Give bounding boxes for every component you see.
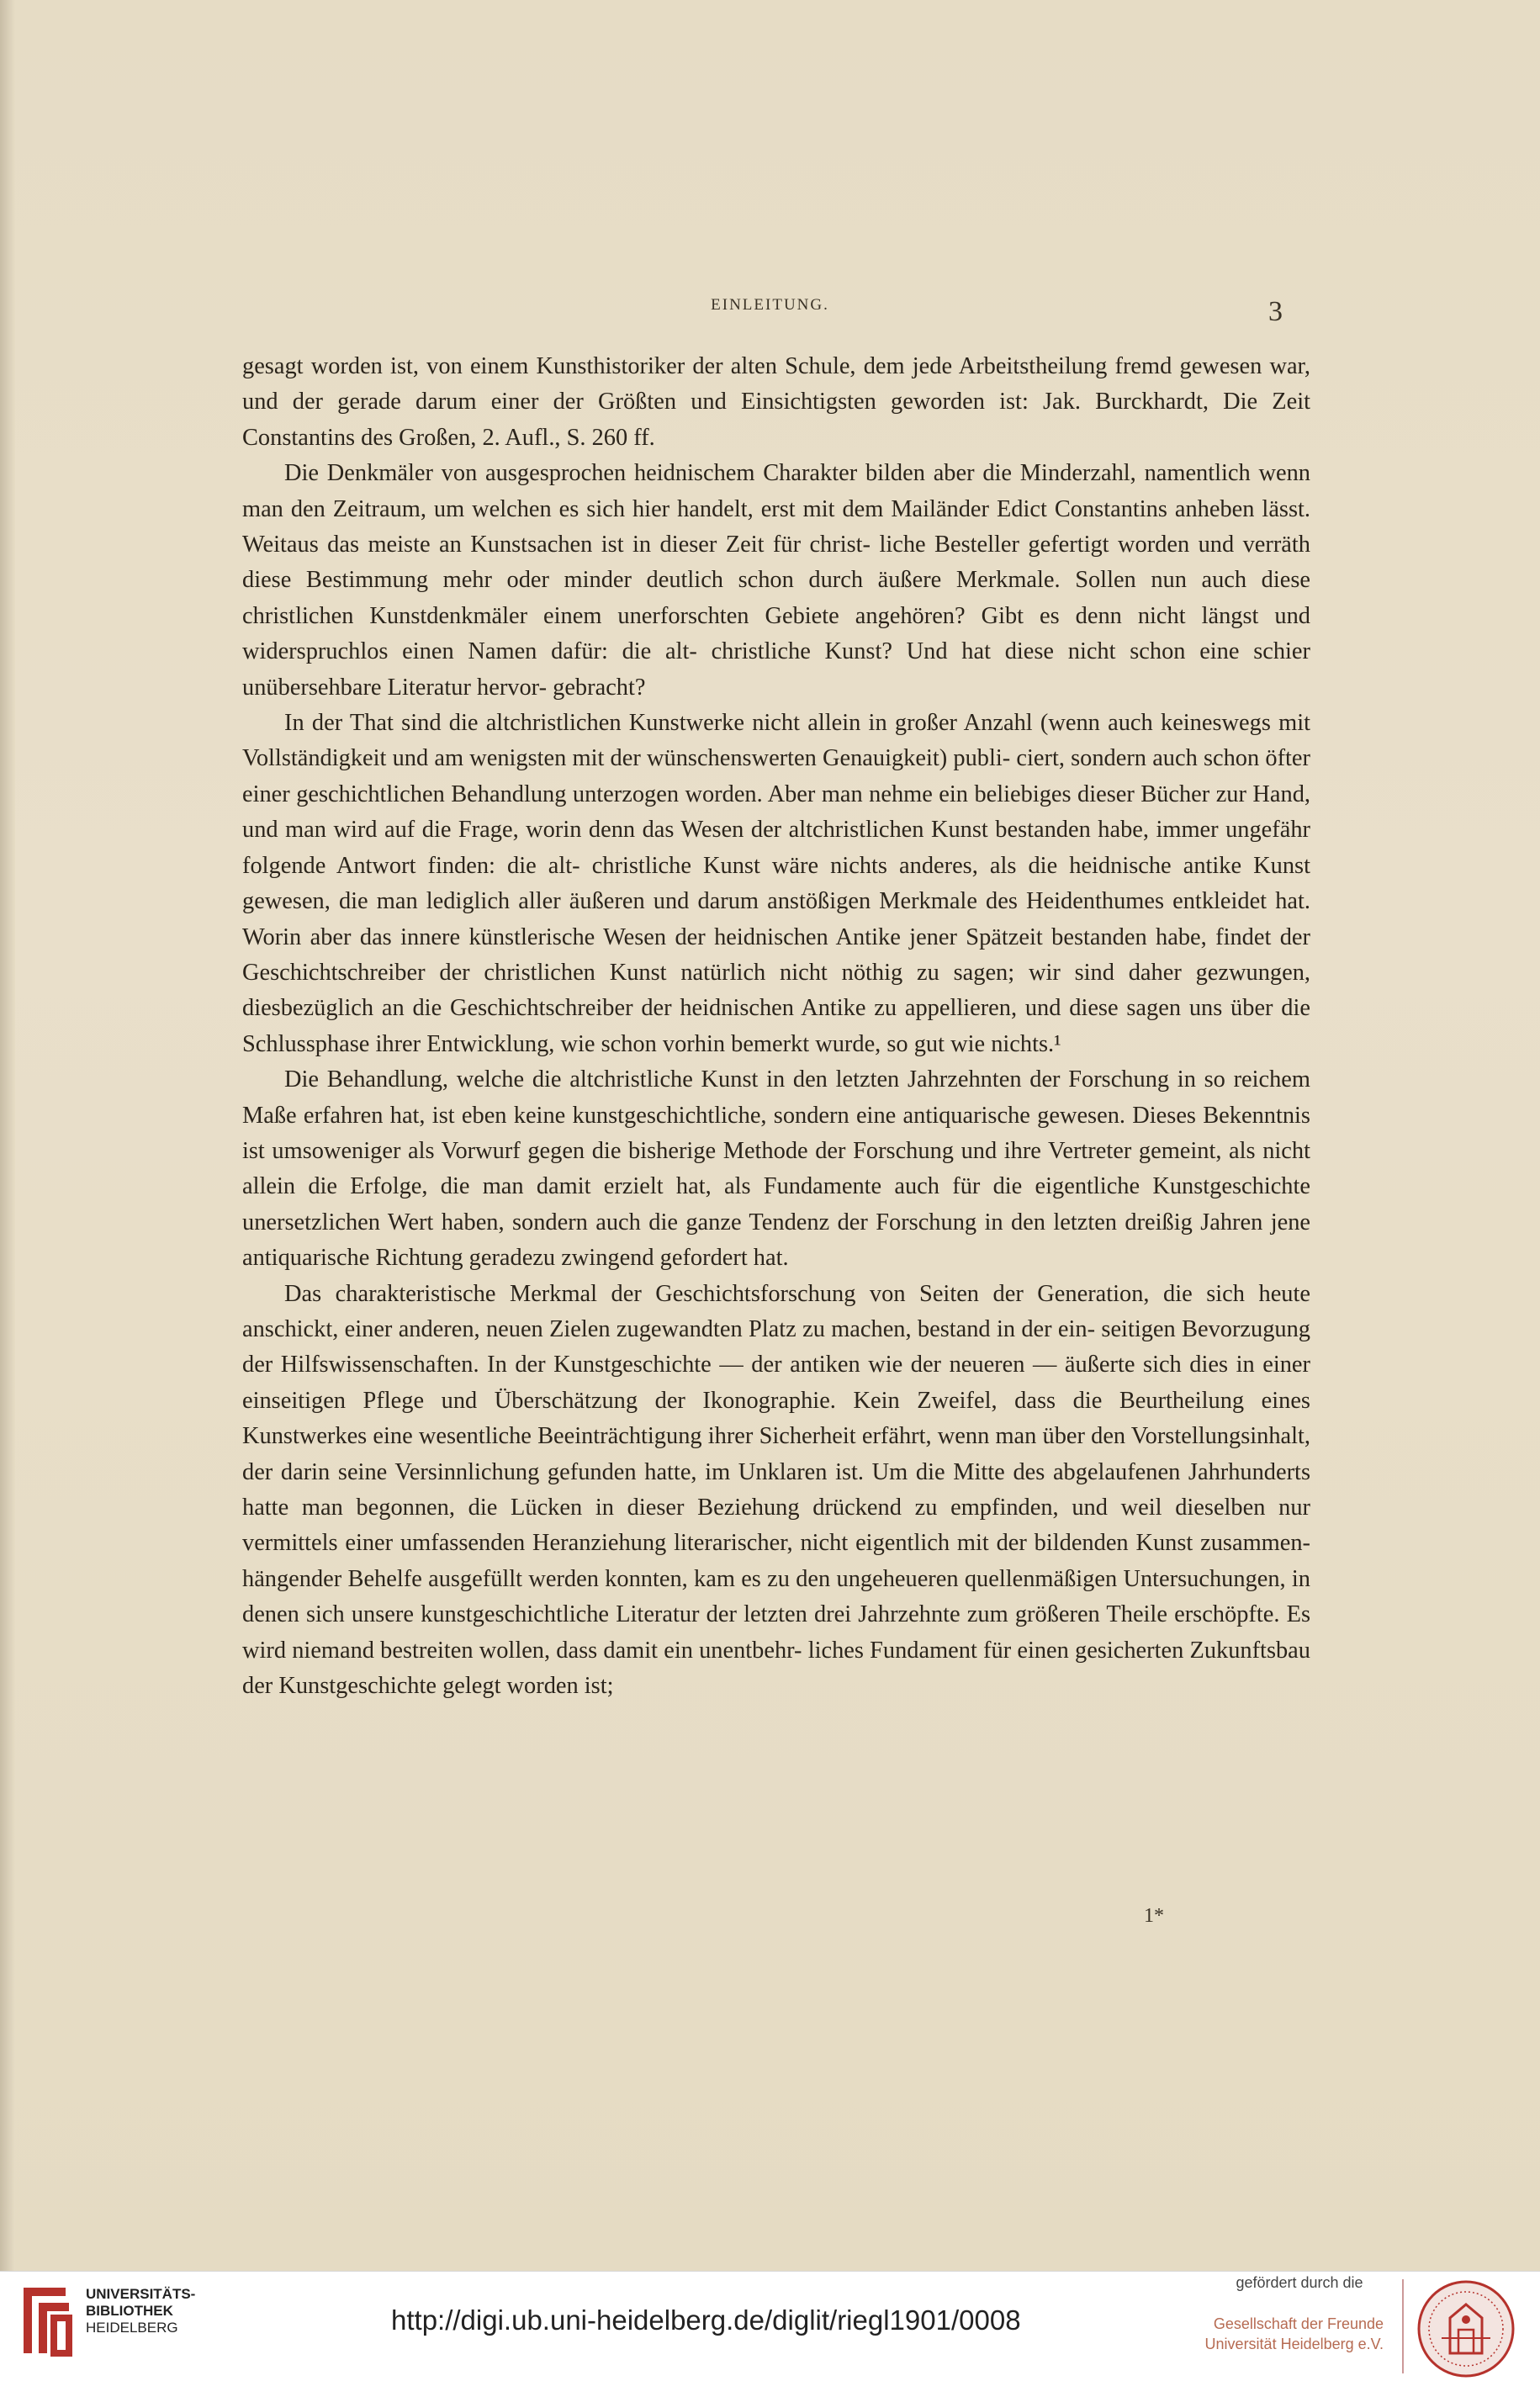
text-line: der altchristlichen Kunst bestanden habe, immer ungefähr folgende Antwort finden: die alt- [242, 817, 1310, 879]
text-line: nehme ein beliebiges dieser Bücher zur Hand, und man wird auf die Frage, worin denn das Wesen [242, 780, 1310, 844]
paragraph [242, 456, 1310, 706]
text-line: namentlich wenn man den Zeitraum, um welchen es sich hier handelt, erst mit dem Mailänder [242, 460, 1310, 522]
text-line: Die Denkmäler von ausgesprochen heidnischem Charakter bilden aber die Minderzahl, [284, 460, 1136, 487]
text-line: Geschichtschreiber der christlichen Kunst natürlich nicht nöthig zu sagen; wir sind daher [242, 959, 1182, 986]
text-line: christliche Kunst wäre nichts anderes, als die heidnische antike Kunst gewesen, die man lediglich [242, 852, 1310, 915]
library-name-line: BIBLIOTHEK [86, 2303, 173, 2319]
paragraph [242, 349, 1310, 456]
divider [1402, 2279, 1404, 2373]
text-line: Lücken in dieser Beziehung drückend zu empfinden, und weil dieselben nur vermittels einer [242, 1495, 1310, 1557]
text-line: neueren — äußerte sich dies in einer einseitigen Pflege und Überschätzung der Ikonographie. [242, 1352, 1310, 1414]
text-line: diese sagen uns über die Schlussphase ihrer Entwicklung, wie schon vorhin bemerkt wurde, so [242, 995, 1310, 1057]
body-text [242, 349, 1310, 1704]
text-line: Fundamente auch für die eigentliche Kunstgeschichte unersetzlichen Wert haben, sondern auch [242, 1173, 1310, 1235]
text-line: In der That sind die altchristlichen Kunstwerke nicht allein in großer Anzahl (wenn auch [284, 710, 1153, 737]
library-name-line: HEIDELBERG [86, 2320, 178, 2336]
text-line: geradezu zwingend gefordert hat. [468, 1245, 789, 1272]
text-line: liche Besteller gefertigt worden und verräth diese Bestimmung mehr oder minder deutlich schon [242, 532, 1310, 594]
page-number: 3 [1268, 296, 1283, 327]
text-line: gewesen war, und der gerade darum einer der Größten und Einsichtigsten geworden ist: Jak. [242, 353, 1310, 415]
text-line: aller äußeren und darum anstößigen Merkmale des Heidenthumes entkleidet hat. Worin aber [242, 888, 1310, 950]
text-line: Gebiete angehören? Gibt es denn nicht längst und widerspruchlos einen Namen dafür: die alt- [242, 602, 1310, 665]
text-line: Kein Zweifel, dass die Beurtheilung eines Kunstwerkes eine wesentliche Beeinträchtigung ihrer [242, 1387, 1310, 1450]
scan-edge [0, 0, 15, 2271]
sponsor-block [1177, 2274, 1384, 2354]
text-line: so reichem Maße erfahren hat, ist eben keine kunstgeschichtliche, sondern eine antiquarische [242, 1066, 1310, 1129]
text-line: seitigen Bevorzugung der Hilfswissenschaften. In der Kunstgeschichte — der antiken wie der [242, 1315, 1310, 1378]
paragraph [242, 1062, 1310, 1276]
text-line: Sicherheit erfährt, wenn man über den Vorstellungsinhalt, der darin seine Versinnlichung gefunden [242, 1423, 1310, 1485]
text-line: Forschung und ihre Vertreter gemeint, als nicht allein die Erfolge, die man damit erzielt hat, als [242, 1137, 1310, 1200]
text-line: gebracht? [553, 674, 646, 701]
text-line: gesagt worden ist, von einem Kunsthistoriker der alten Schule, dem jede Arbeitstheilung fremd [242, 353, 1172, 379]
text-line: ciert, sondern auch schon öfter einer geschichtlichen Behandlung unterzogen worden. Aber man [242, 745, 1310, 807]
library-name [86, 2286, 195, 2336]
running-head: EINLEITUNG. [711, 296, 829, 314]
text-line: das innere künstlerische Wesen der heidnischen Antike jener Spätzeit bestanden habe, findet der [359, 923, 1310, 950]
permalink-url[interactable]: http://digi.ub.uni-heidelberg.de/diglit/riegl1901/0008 [391, 2304, 1021, 2336]
signature-mark: 1* [1144, 1905, 1164, 1927]
sponsor-intro: gefördert durch die [1236, 2274, 1363, 2291]
ub-heidelberg-logo-icon[interactable] [17, 2281, 76, 2360]
sponsor-line: Universität Heidelberg e.V. [1204, 2336, 1384, 2352]
text-line: die ganze Tendenz der Forschung in den letzten dreißig Jahren jene antiquarische Richtung [242, 1209, 1310, 1272]
text-line: zum größeren Theile erschöpfte. Es wird niemand bestreiten wollen, dass damit ein unentbehr- [242, 1601, 1310, 1664]
text-line: Edict Constantins anheben lässt. Weitaus das meiste an Kunstsachen ist in dieser Zeit für christ- [242, 495, 1310, 558]
text-line: gut wie nichts.¹ [913, 1030, 1061, 1057]
text-line: umfassenden Heranziehung literarischer, nicht eigentlich mit der bildenden Kunst zusammen- [400, 1530, 1310, 1557]
text-line: durch äußere Merkmale. Sollen nun auch diese christlichen Kunstdenkmäler einem unerforschten [242, 567, 1311, 629]
text-line: Burckhardt, Die Zeit Constantins des Großen, 2. Aufl., S. 260 ff. [242, 389, 1310, 451]
paragraph [242, 706, 1310, 1062]
text-line: Untersuchungen, in denen sich unsere kunstgeschichtliche Literatur der letzten drei Jahrzehnte [242, 1565, 1310, 1628]
text-line: Das charakteristische Merkmal der Geschichtsforschung von Seiten der Generation, die sich [284, 1280, 1245, 1307]
text-line: hängender Behelfe ausgefüllt werden konnten, kam es zu den ungeheueren quellenmäßigen [242, 1565, 1118, 1592]
text-line: Die Behandlung, welche die altchristliche Kunst in den letzten Jahrzehnten der Forschung in [284, 1066, 1196, 1093]
text-line: christliche Kunst? Und hat diese nicht schon eine schier unübersehbare Literatur hervor- [242, 638, 1310, 701]
sponsor-line: Gesellschaft der Freunde [1213, 2315, 1384, 2332]
text-line: liches Fundament für einen gesicherten Zukunftsbau der Kunstgeschichte gelegt worden ist; [242, 1637, 1310, 1700]
library-name-line: UNIVERSITÄTS- [86, 2286, 196, 2302]
text-line: keineswegs mit Vollständigkeit und am wenigsten mit der wünschenswerten Genauigkeit) publi- [242, 710, 1310, 772]
text-line: hatte, im Unklaren ist. Um die Mitte des abgelaufenen Jahrhunderts hatte man begonnen, die [242, 1458, 1310, 1521]
university-seal-icon [1416, 2279, 1516, 2378]
text-line: heute anschickt, einer anderen, neuen Zielen zugewandten Platz zu machen, bestand in der ein- [242, 1280, 1310, 1342]
text-line: gezwungen, diesbezüglich an die Geschichtschreiber der heidnischen Antike zu appellieren, und [242, 959, 1310, 1022]
sponsor-organization[interactable] [1177, 2314, 1384, 2354]
paragraph [242, 1277, 1310, 1705]
text-line: gewesen. Dieses Bekenntnis ist umsoweniger als Vorwurf gegen die bisherige Methode der [242, 1102, 1310, 1164]
